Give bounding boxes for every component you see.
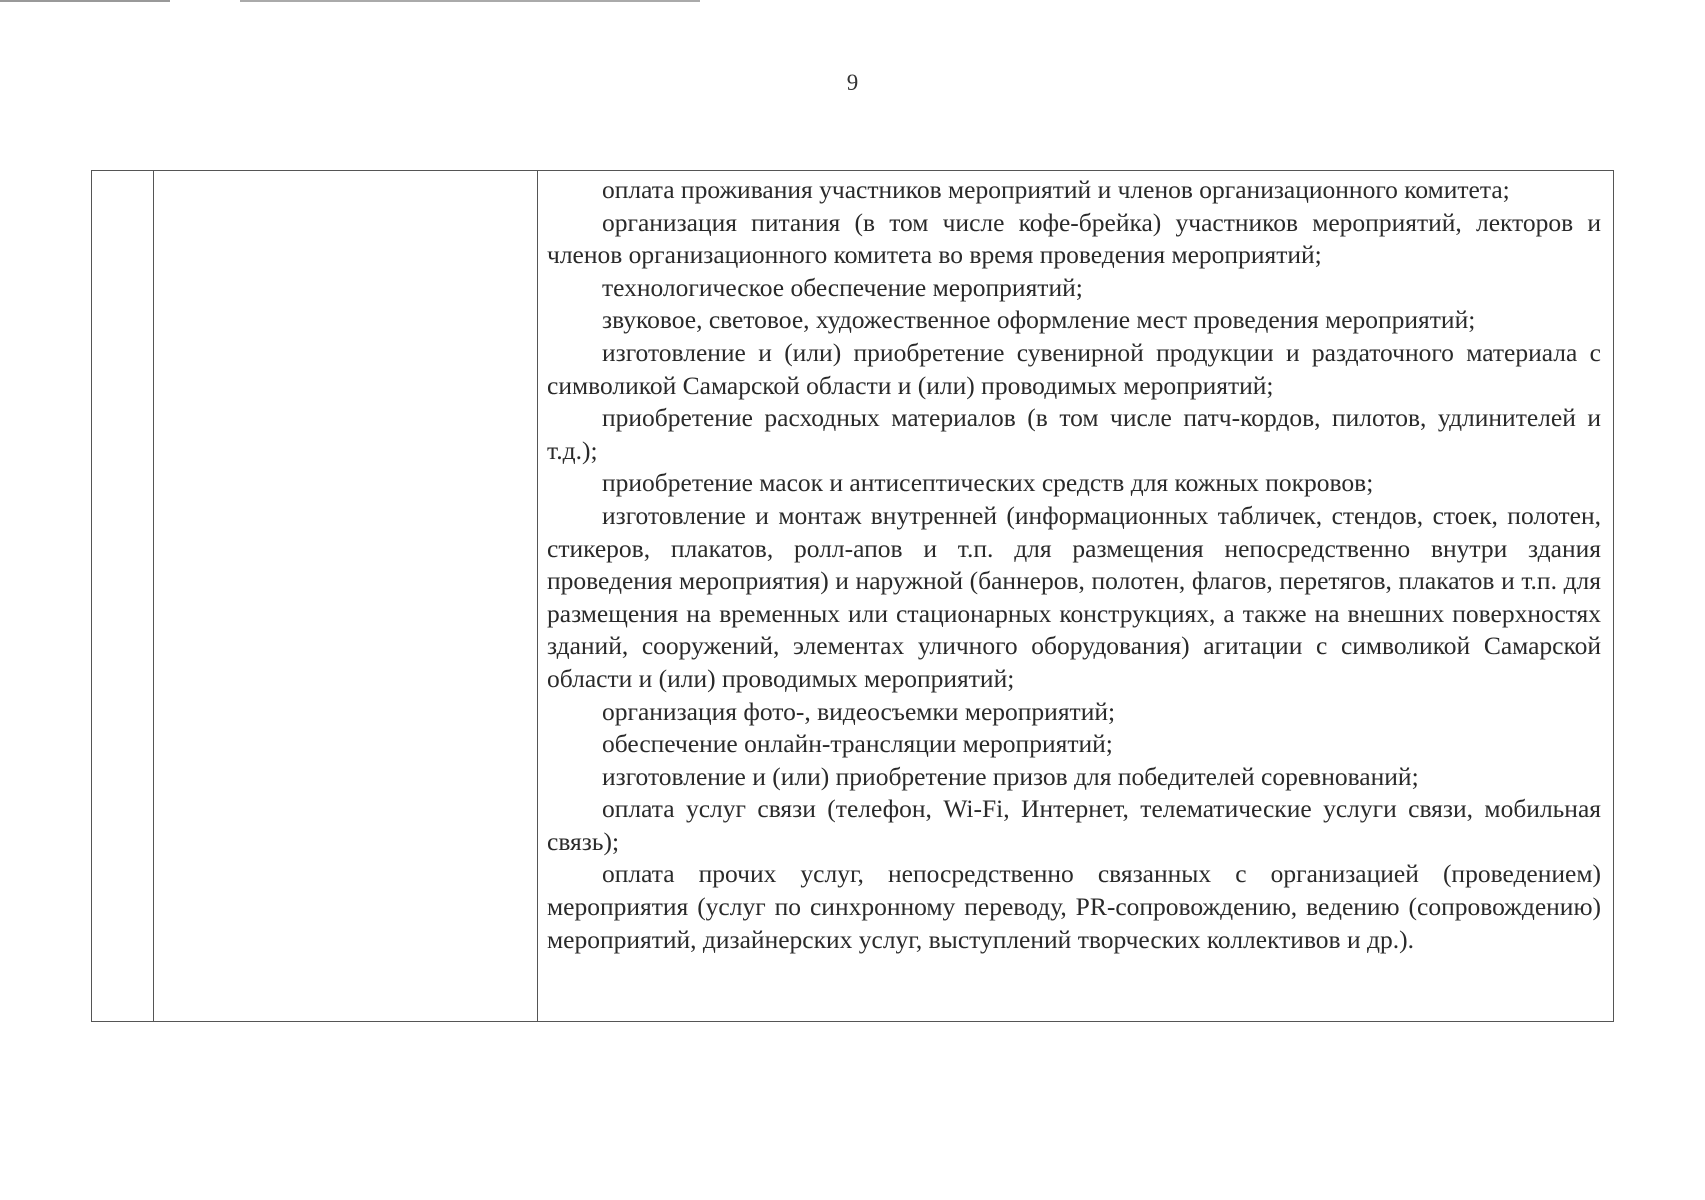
list-item: изготовление и (или) приобретение сувенирной продукции и раздаточного материала с символикой Самарской области и (или) проводимых мероприятий; (547, 337, 1601, 400)
table-column-name (154, 171, 538, 1021)
list-item: организация фото-, видеосъемки мероприятий; (602, 696, 1116, 726)
list-item: изготовление и (или) приобретение призов для победителей соревнований; (602, 761, 1419, 791)
table-column-description (538, 171, 1613, 1021)
list-item: обеспечение онлайн-трансляции мероприятий; (602, 729, 1113, 759)
list-item: оплата услуг связи (телефон, Wi-Fi, Интернет, телематические услуги связи, мобильная связь); (547, 794, 1601, 856)
page-number: 9 (846, 70, 859, 95)
list-item: изготовление и монтаж внутренней (информационных табличек, стендов, стоек, полотен, стикеров, плакатов, ролл-апов и т.п. для размещения непосредственно внутри здания проведения мероприятия) и наружной (баннеров, полотен, флагов, перетягов, плакатов и т.п. для размещения на временных или стационарных конструкциях, а также на внешних поверхностях зданий, сооружений, элементах уличного оборудования) агитации с символикой Самарской области и (или) проводимых мероприятий; (547, 500, 1601, 693)
list-item: организация питания (в том числе кофе-брейка) участников мероприятий, лекторов и членов организационного комитета во время проведения мероприятий; (547, 207, 1601, 270)
list-item: приобретение масок и антисептических средств для кожных покровов; (602, 468, 1374, 498)
list-item: оплата проживания участников мероприятий и членов организационного комитета; (602, 175, 1510, 204)
scan-edge-line (0, 0, 740, 2)
list-item: звуковое, световое, художественное оформление мест проведения мероприятий; (602, 305, 1476, 335)
list-item: технологическое обеспечение мероприятий; (602, 272, 1083, 302)
table-column-number (92, 171, 154, 1021)
list-item: оплата прочих услуг, непосредственно связанных с организацией (проведением) мероприятия (услуг по синхронному переводу, PR-сопровождению, ведению (сопровождению) мероприятий, дизайнерских услуг, выступлений творческих коллективов и др.). (547, 859, 1601, 954)
list-item: приобретение расходных материалов (в том числе патч-кордов, пилотов, удлинителей и т.д.); (547, 403, 1601, 465)
document-table (91, 170, 1614, 1022)
